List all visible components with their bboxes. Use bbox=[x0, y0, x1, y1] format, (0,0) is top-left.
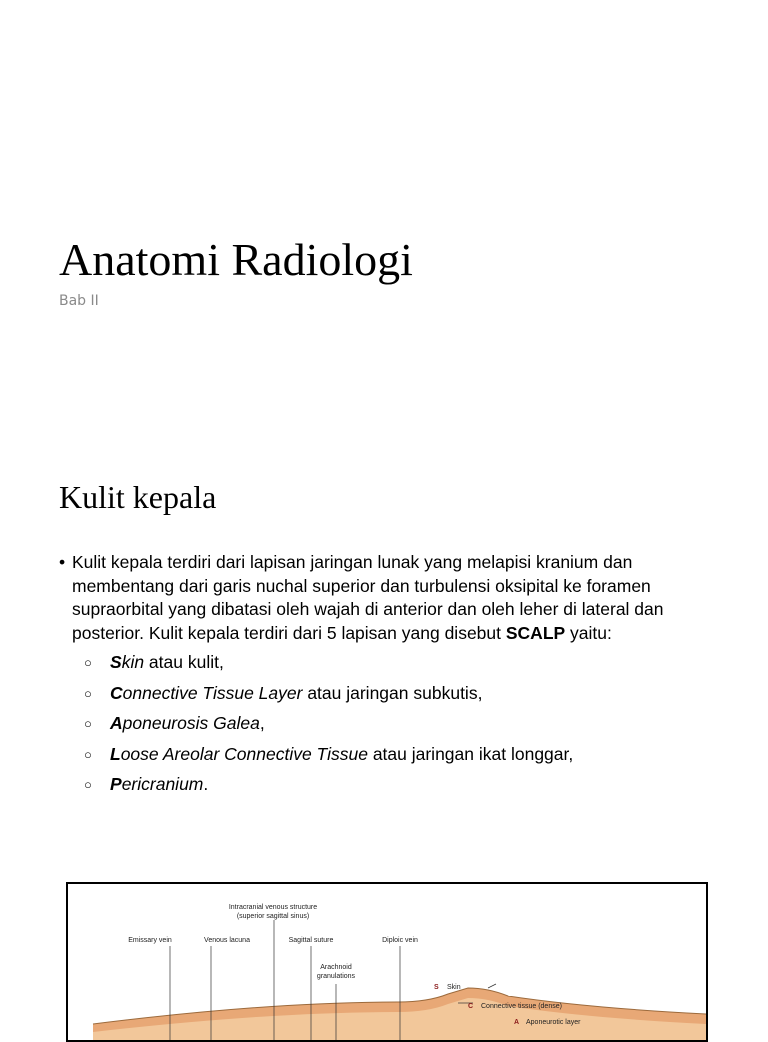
bullet-item bbox=[59, 551, 709, 645]
layer-suffix: atau jaringan ikat longgar, bbox=[367, 743, 574, 764]
label-venous-lacuna: Venous lacuna bbox=[204, 937, 250, 944]
label-diploic-vein: Diploic vein bbox=[382, 937, 418, 944]
layer-text bbox=[110, 773, 208, 797]
label-sagittal-suture: Sagittal suture bbox=[288, 937, 334, 944]
layer-name: oose Areolar Connective Tissue bbox=[120, 743, 368, 764]
layer-letter: S bbox=[110, 652, 122, 672]
paragraph-ending: yaitu: bbox=[565, 622, 612, 643]
slide-title: Anatomi Radiologi bbox=[59, 234, 413, 285]
layer-letter: P bbox=[110, 774, 122, 794]
leader-line bbox=[488, 984, 496, 988]
label-skin: Skin bbox=[447, 984, 461, 991]
body-content bbox=[59, 551, 709, 804]
layer-name: onnective Tissue Layer bbox=[122, 682, 303, 703]
layer-list bbox=[59, 651, 709, 804]
paragraph-bold-term: SCALP bbox=[505, 622, 566, 643]
list-item bbox=[84, 712, 709, 743]
paragraph-text: Kulit kepala terdiri dari lapisan jaringan lunak yang melapisi kranium dan membentang dari garis nuchal superior dan turbulensi oksipital ke foramen supraorbital yang dibatasi oleh wajah di anterior dan oleh leher di lateral dan posterior. Kulit kepala terdiri dari 5 lapisan yang disebut bbox=[72, 552, 664, 643]
bullet-paragraph bbox=[72, 551, 709, 645]
layer-letter: A bbox=[110, 713, 123, 733]
scalp-anatomy-figure bbox=[66, 882, 708, 1042]
layer-name: kin bbox=[121, 652, 145, 672]
label-connective-tissue: Connective tissue (dense) bbox=[481, 1003, 562, 1010]
bullet-icon: • bbox=[59, 552, 66, 572]
label-aponeurotic-layer: Aponeurotic layer bbox=[526, 1019, 581, 1026]
label-sinus: (superior sagittal sinus) bbox=[236, 913, 310, 920]
slide-subtitle: Bab II bbox=[59, 293, 99, 309]
layer-suffix: atau jaringan subkutis, bbox=[302, 682, 483, 703]
layer-text bbox=[110, 682, 482, 706]
label-skin-letter: S bbox=[434, 984, 439, 991]
circle-bullet-icon: ○ bbox=[84, 716, 92, 731]
layer-letter: C bbox=[110, 682, 123, 703]
label-ap-letter: A bbox=[514, 1019, 520, 1026]
label-granulations: granulations bbox=[316, 973, 356, 980]
label-ct-letter: C bbox=[468, 1003, 474, 1010]
layer-text bbox=[110, 651, 224, 675]
circle-bullet-icon: ○ bbox=[84, 777, 92, 792]
layer-text bbox=[110, 743, 573, 767]
layer-suffix: atau kulit, bbox=[144, 652, 224, 672]
layer-name: ericranium bbox=[121, 774, 204, 794]
list-item bbox=[84, 682, 709, 713]
list-item bbox=[84, 743, 709, 774]
circle-bullet-icon: ○ bbox=[84, 746, 92, 762]
circle-bullet-icon: ○ bbox=[84, 655, 92, 670]
layer-name: poneurosis Galea bbox=[122, 713, 260, 733]
circle-bullet-icon: ○ bbox=[84, 685, 92, 701]
scalp-diagram bbox=[68, 884, 706, 1040]
label-intracranial: Intracranial venous structure bbox=[228, 904, 318, 911]
label-emissary-vein: Emissary vein bbox=[128, 937, 172, 944]
label-arachnoid: Arachnoid bbox=[320, 964, 352, 971]
list-item bbox=[84, 651, 709, 682]
layer-suffix: , bbox=[259, 713, 265, 733]
layer-text bbox=[110, 712, 265, 736]
layer-letter: L bbox=[110, 743, 121, 764]
layer-suffix: . bbox=[203, 774, 209, 794]
section-heading: Kulit kepala bbox=[59, 479, 217, 515]
list-item bbox=[84, 773, 709, 804]
